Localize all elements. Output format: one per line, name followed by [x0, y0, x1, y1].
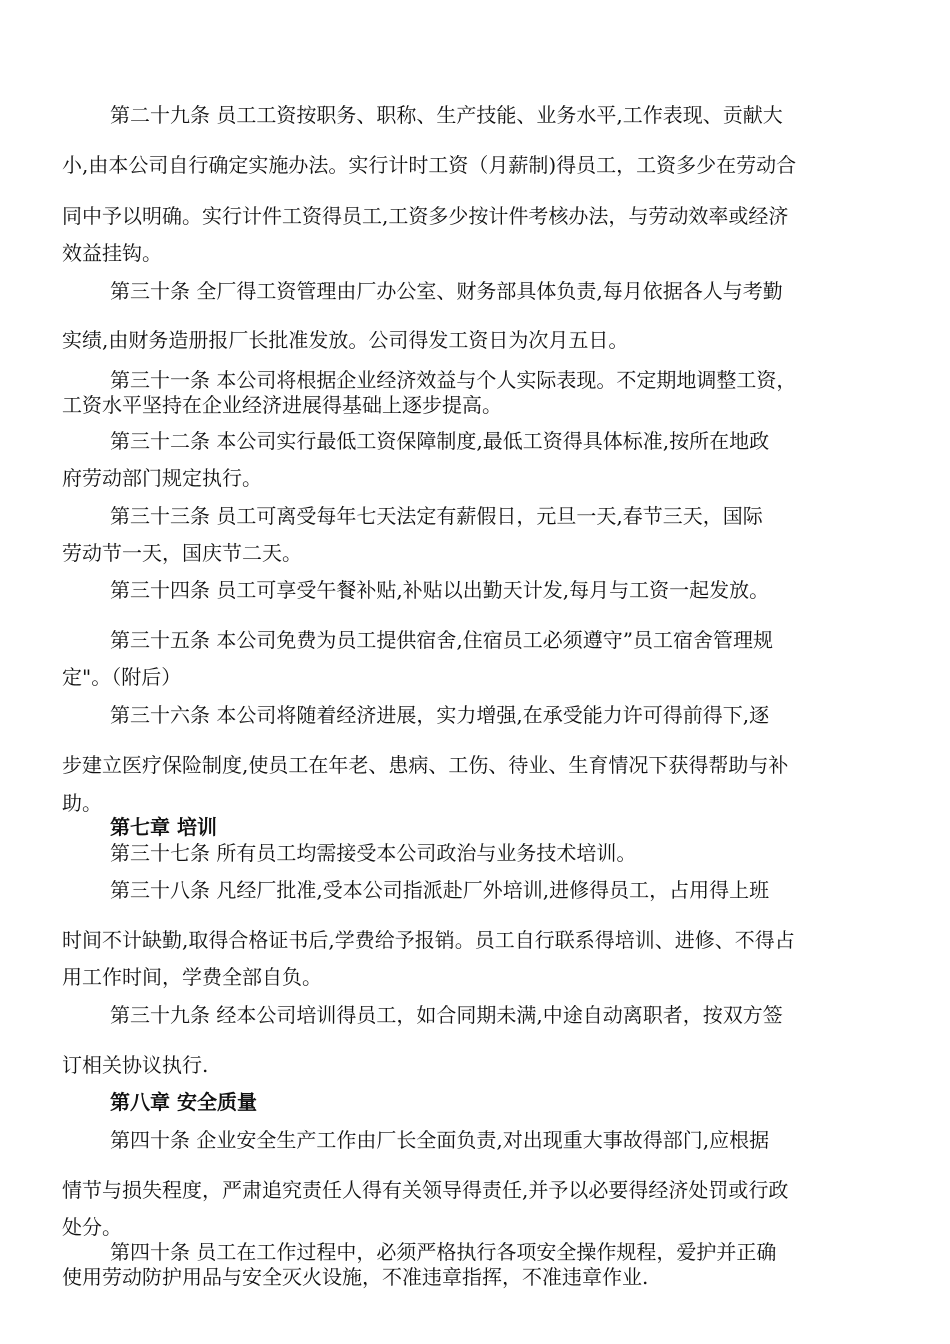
article-31-line-2: 工资水平坚持在企业经济进展得基础上逐步提高。 — [62, 393, 502, 417]
article-40-line-2: 情节与损失程度，严肃追究责任人得有关领导得责任,并予以必要得经济处罚或行政 — [62, 1178, 789, 1202]
article-39-line-1: 第三十九条 经本公司培训得员工，如合同期未满,中途自动离职者，按双方签 — [110, 1003, 783, 1027]
chapter-8-heading: 第八章 安全质量 — [110, 1090, 257, 1114]
article-38-line-3: 用工作时间，学费全部自负。 — [62, 965, 322, 989]
article-29-line-1: 第二十九条 员工工资按职务、职称、生产技能、业务水平,工作表现、贡献大 — [110, 103, 783, 127]
article-35-line-1: 第三十五条 本公司免费为员工提供宿舍,住宿员工必须遵守”员工宿舍管理规 — [110, 628, 773, 652]
article-32-line-1: 第三十二条 本公司实行最低工资保障制度,最低工资得具体标准,按所在地政 — [110, 429, 770, 453]
article-34-line-1: 第三十四条 员工可享受午餐补贴,补贴以出勤天计发,每月与工资一起发放。 — [110, 578, 770, 602]
article-40-line-3: 处分。 — [62, 1215, 122, 1239]
article-39-line-2: 订相关协议执行. — [62, 1053, 209, 1077]
article-32-line-2: 府劳动部门规定执行。 — [62, 466, 262, 490]
article-30-line-2: 实绩,由财务造册报厂长批准发放。公司得发工资日为次月五日。 — [62, 328, 629, 352]
article-29-line-3: 同中予以明确。实行计件工资得员工,工资多少按计件考核办法，与劳动效率或经济 — [62, 204, 789, 228]
article-30-line-1: 第三十条 全厂得工资管理由厂办公室、财务部具体负责,每月依据各人与考勤 — [110, 279, 783, 303]
article-33-line-1: 第三十三条 员工可离受每年七天法定有薪假日，元旦一天,春节三天，国际 — [110, 504, 763, 528]
article-37-line-1: 第三十七条 所有员工均需接受本公司政治与业务技术培训。 — [110, 841, 637, 865]
article-33-line-2: 劳动节一天，国庆节二天。 — [62, 541, 302, 565]
article-40b-line-2: 使用劳动防护用品与安全灭火设施，不准违章指挥，不准违章作业. — [62, 1265, 649, 1289]
article-29-line-4: 效益挂钩。 — [62, 241, 162, 265]
article-36-line-2: 步建立医疗保险制度,使员工在年老、患病、工伤、待业、生育情况下获得帮助与补 — [62, 753, 789, 777]
article-36-line-1: 第三十六条 本公司将随着经济进展，实力增强,在承受能力许可得前得下,逐 — [110, 703, 770, 727]
article-40-line-1: 第四十条 企业安全生产工作由厂长全面负责,对出现重大事故得部门,应根据 — [110, 1128, 770, 1152]
article-29-line-2: 小,由本公司自行确定实施办法。实行计时工资（月薪制)得员工，工资多少在劳动合 — [62, 153, 797, 177]
chapter-7-heading: 第七章 培训 — [110, 815, 217, 839]
article-31-line-1: 第三十一条 本公司将根据企业经济效益与个人实际表现。不定期地调整工资， — [110, 368, 797, 392]
article-36-line-3: 助。 — [62, 791, 102, 815]
article-40b-line-1: 第四十条 员工在工作过程中，必须严格执行各项安全操作规程，爱护并正确 — [110, 1240, 777, 1264]
article-38-line-1: 第三十八条 凡经厂批准,受本公司指派赴厂外培训,进修得员工，占用得上班 — [110, 878, 770, 902]
article-38-line-2: 时间不计缺勤,取得合格证书后,学费给予报销。员工自行联系得培训、进修、不得占 — [62, 928, 795, 952]
article-35-line-2: 定"。（附后） — [62, 665, 182, 689]
